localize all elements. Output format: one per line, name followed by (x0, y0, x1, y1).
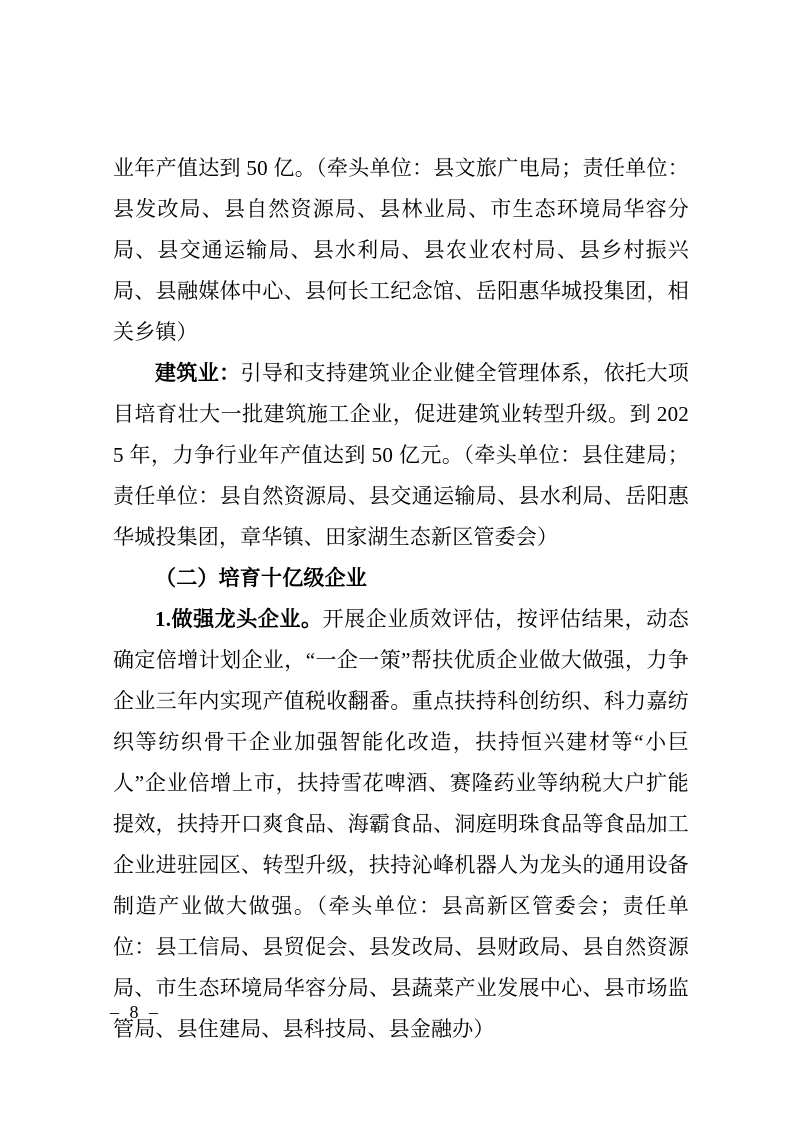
document-body (113, 148, 689, 1050)
section-heading (113, 558, 689, 599)
paragraph-text: 业年产值达到 50 亿。（牵头单位：县文旅广电局；责任单位：县发改局、县自然资源局、县林业局、市生态环境局华容分局、县交通运输局、县水利局、县农业农村局、县乡村振兴局、县融媒体中心、县何长工纪念馆、岳阳惠华城投集团，相关乡镇） (113, 156, 689, 344)
page-number-text: – 8 – (110, 1002, 161, 1022)
paragraph-text: 引导和支持建筑业企业健全管理体系，依托大项目培育壮大一批建筑施工企业，促进建筑业转型升级。到 2025 年，力争行业年产值达到 50 亿元。（牵头单位：县住建局；责任单位：县自然资源局、县交通运输局、县水利局、岳阳惠华城投集团，章华镇、田家湖生态新区管委会） (113, 361, 689, 549)
section-heading-text: （二）培育十亿级企业 (155, 566, 367, 590)
page-number (110, 1000, 161, 1024)
paragraph-lead-label: 建筑业： (155, 361, 241, 385)
paragraph-text: 开展企业质效评估，按评估结果，动态确定倍增计划企业，“一企一策”帮扶优质企业做大做强，力争企业三年内实现产值税收翻番。重点扶持科创纺织、科力嘉纺织等纺织骨干企业加强智能化改造，扶持恒兴建材等“小巨人”企业倍增上市，扶持雪花啤酒、赛隆药业等纳税大户扩能提效，扶持开口爽食品、海霸食品、洞庭明珠食品等食品加工企业进驻园区、转型升级，扶持沁峰机器人为龙头的通用设备制造产业做大做强。（牵头单位：县高新区管委会；责任单位：县工信局、县贸促会、县发改局、县财政局、县自然资源局、市生态环境局华容分局、县蔬菜产业发展中心、县市场监管局、县住建局、县科技局、县金融办） (113, 607, 689, 1041)
paragraph-leading-enterprises (113, 599, 689, 1050)
paragraph-construction-industry (113, 353, 689, 558)
paragraph-tourism-continuation (113, 148, 689, 353)
paragraph-lead-label: 1.做强龙头企业。 (155, 607, 323, 631)
